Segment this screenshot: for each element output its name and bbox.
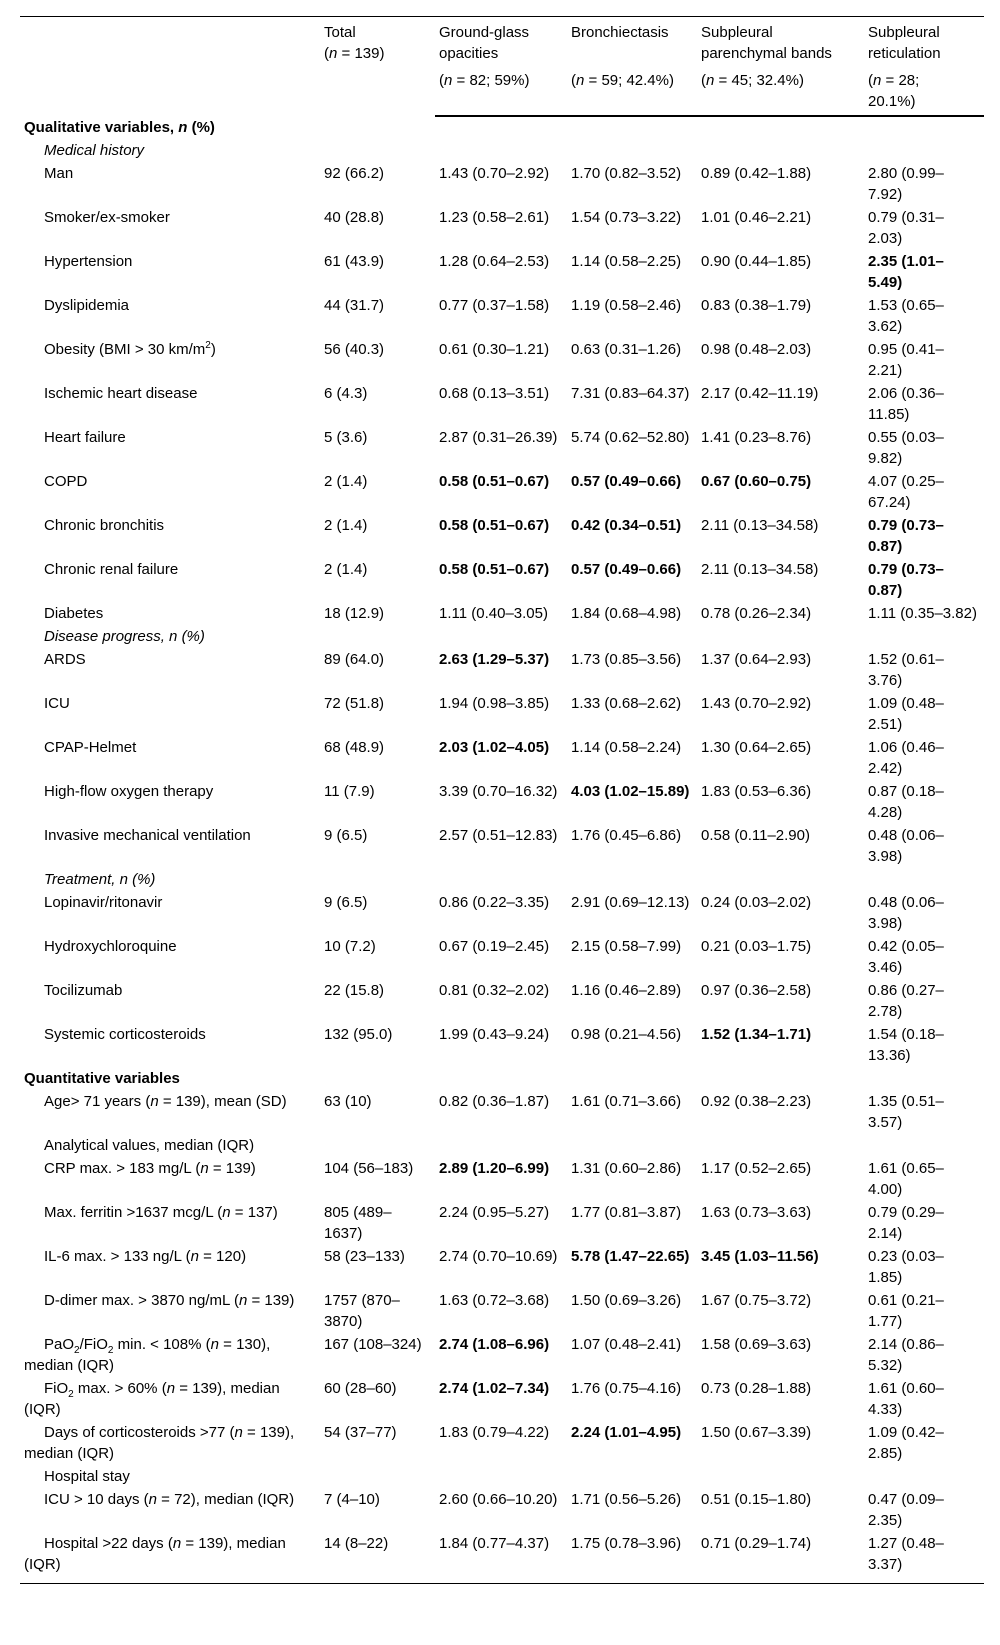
table-row: Days of corticosteroids >77 (n = 139), median (IQR) 54 (37–77) 1.83 (0.79–4.22) 2.24 (1.01–4.95) 1.50 (0.67–3.39) 1.09 (0.42–2.85) <box>24 1424 944 1462</box>
subsection-disease-progress: Disease progress, n (%) <box>44 628 205 645</box>
table-row: CRP max. > 183 mg/L (n = 139) 104 (56–183) 2.89 (1.20–6.99) 1.31 (0.60–2.86) 1.17 (0.52–2.65) 1.61 (0.65–4.00) <box>44 1160 944 1198</box>
header-n-bronchiectasis: (n = 59; 42.4%) <box>567 70 697 116</box>
table-row: ICU > 10 days (n = 72), median (IQR) 7 (4–10) 2.60 (0.66–10.20) 1.71 (0.56–5.26) 0.51 (0.15–1.80) 0.47 (0.09–2.35) <box>44 1491 944 1529</box>
table-row: ARDS 89 (64.0) 2.63 (1.29–5.37) 1.73 (0.85–3.56) 1.37 (0.64–2.93) 1.52 (0.61–3.76) <box>44 651 944 689</box>
table-row: Man 92 (66.2) 1.43 (0.70–2.92) 1.70 (0.82–3.52) 0.89 (0.42–1.88) 2.80 (0.99–7.92) <box>44 165 944 203</box>
results-table-container <box>20 16 984 1584</box>
table-row: Lopinavir/ritonavir 9 (6.5) 0.86 (0.22–3.35) 2.91 (0.69–12.13) 0.24 (0.03–2.02) 0.48 (0.06–3.98) <box>44 894 944 932</box>
table-row: IL-6 max. > 133 ng/L (n = 120) 58 (23–133) 2.74 (0.70–10.69) 5.78 (1.47–22.65) 3.45 (1.03–11.56) 0.23 (0.03–1.85) <box>44 1248 944 1286</box>
table-row: Obesity (BMI > 30 $km/m^2$) 56 (40.3) 0.61 (0.30–1.21) 0.63 (0.31–1.26) 0.98 (0.48–2.03) 0.95 (0.41–2.21) <box>20 339 984 383</box>
header-ground-glass: Ground-glass opacities <box>435 17 567 71</box>
odds-ratio-table <box>20 16 984 1584</box>
hospital-stay-label: Hospital stay <box>44 1468 130 1485</box>
section-qualitative: Qualitative variables, n (%) <box>24 119 215 136</box>
header-subpleural-bands: Subpleural parenchymal bands <box>697 17 864 71</box>
table-row: D-dimer max. > 3870 ng/mL (n = 139) 1757 (870–3870) 1.63 (0.72–3.68) 1.50 (0.69–3.26) 1.67 (0.75–3.72) 0.61 (0.21–1.77) <box>44 1292 944 1330</box>
table-row: Age> 71 years (n = 139), mean (SD) 63 (10) 0.82 (0.36–1.87) 1.61 (0.71–3.66) 0.92 (0.38–2.23) 1.35 (0.51–3.57) <box>44 1093 944 1131</box>
table-row: FiO$_2$ max. > 60% (n = 139), median (IQR) 60 (28–60) 2.74 (1.02–7.34) 1.76 (0.75–4.16) 0.73 (0.28–1.88) 1.61 (0.60–4.33) <box>24 1380 944 1418</box>
table-row: Ischemic heart disease 6 (4.3) 0.68 (0.13–3.51) 7.31 (0.83–64.37) 2.17 (0.42–11.19) 2.06 (0.36–11.85) <box>44 385 944 423</box>
header-n-subpleural-bands: (n = 45; 32.4%) <box>697 70 864 116</box>
table-row: Tocilizumab 22 (15.8) 0.81 (0.32–2.02) 1.16 (0.46–2.89) 0.97 (0.36–2.58) 0.86 (0.27–2.78) <box>44 982 944 1020</box>
table-row: ICU 72 (51.8) 1.94 (0.98–3.85) 1.33 (0.68–2.62) 1.43 (0.70–2.92) 1.09 (0.48–2.51) <box>44 695 944 733</box>
table-row: Systemic corticosteroids 132 (95.0) 1.99 (0.43–9.24) 0.98 (0.21–4.56) 1.52 (1.34–1.71) 1.54 (0.18–13.36) <box>44 1026 944 1064</box>
table-row: COPD 2 (1.4) 0.58 (0.51–0.67) 0.57 (0.49–0.66) 0.67 (0.60–0.75) 4.07 (0.25–67.24) <box>44 473 944 511</box>
table-row: Invasive mechanical ventilation 9 (6.5) 2.57 (0.51–12.83) 1.76 (0.45–6.86) 0.58 (0.11–2.90) 0.48 (0.06–3.98) <box>44 827 944 865</box>
subsection-treatment: Treatment, n (%) <box>44 871 156 888</box>
table-row: Hydroxychloroquine 10 (7.2) 0.67 (0.19–2.45) 2.15 (0.58–7.99) 0.21 (0.03–1.75) 0.42 (0.05–3.46) <box>44 938 944 976</box>
table-header-row <box>20 17 984 71</box>
table-row: PaO$_2$/FiO$_2$ min. < 108% (n = 130), median (IQR) 167 (108–324) 2.74 (1.08–6.96) 1.07 (0.48–2.41) 1.58 (0.69–3.63) 2.14 (0.86–5.32) <box>24 1336 944 1374</box>
table-row: Chronic bronchitis 2 (1.4) 0.58 (0.51–0.67) 0.42 (0.34–0.51) 2.11 (0.13–34.58) 0.79 (0.73–0.87) <box>44 517 944 555</box>
analytical-values-label: Analytical values, median (IQR) <box>44 1137 255 1154</box>
header-n-ground-glass: (n = 82; 59%) <box>435 70 567 116</box>
table-row: Hospital >22 days (n = 139), median (IQR) 14 (8–22) 1.84 (0.77–4.37) 1.75 (0.78–3.96) 0.71 (0.29–1.74) 1.27 (0.48–3.37) <box>20 1533 984 1584</box>
table-header-n-row <box>20 70 984 116</box>
obesity-label: Obesity (BMI > 30 $km/m^2$) <box>44 340 216 358</box>
subsection-medical-history: Medical history <box>44 142 145 159</box>
table-row: Diabetes 18 (12.9) 1.11 (0.40–3.05) 1.84 (0.68–4.98) 0.78 (0.26–2.34) 1.11 (0.35–3.82) <box>44 605 977 622</box>
header-total: Total (n = 139) <box>320 17 435 71</box>
table-row: Smoker/ex-smoker 40 (28.8) 1.23 (0.58–2.61) 1.54 (0.73–3.22) 1.01 (0.46–2.21) 0.79 (0.31–2.03) <box>44 209 944 247</box>
header-subpleural-reticulation: Subpleural reticulation <box>864 17 984 71</box>
table-row: Heart failure 5 (3.6) 2.87 (0.31–26.39) 5.74 (0.62–52.80) 1.41 (0.23–8.76) 0.55 (0.03–9.82) <box>44 429 944 467</box>
table-row: Dyslipidemia 44 (31.7) 0.77 (0.37–1.58) 1.19 (0.58–2.46) 0.83 (0.38–1.79) 1.53 (0.65–3.62) <box>44 297 944 335</box>
header-empty <box>20 17 320 71</box>
header-n-subpleural-reticulation: (n = 28; 20.1%) <box>864 70 984 116</box>
table-row: High-flow oxygen therapy 11 (7.9) 3.39 (0.70–16.32) 4.03 (1.02–15.89) 1.83 (0.53–6.36) 0.87 (0.18–4.28) <box>44 783 944 821</box>
section-quantitative: Quantitative variables <box>24 1070 180 1087</box>
table-row <box>20 1135 984 1158</box>
table-row: CPAP-Helmet 68 (48.9) 2.03 (1.02–4.05) 1.14 (0.58–2.24) 1.30 (0.64–2.65) 1.06 (0.46–2.42) <box>44 739 944 777</box>
header-bronchiectasis: Bronchiectasis <box>567 17 697 71</box>
table-row: Chronic renal failure 2 (1.4) 0.58 (0.51–0.67) 0.57 (0.49–0.66) 2.11 (0.13–34.58) 0.79 (0.73–0.87) <box>44 561 944 599</box>
table-row <box>20 1466 984 1489</box>
table-row: Hypertension 61 (43.9) 1.28 (0.64–2.53) 1.14 (0.58–2.25) 0.90 (0.44–1.85) 2.35 (1.01–5.49) <box>44 253 944 291</box>
table-row: Max. ferritin >1637 mcg/L (n = 137) 805 (489–1637) 2.24 (0.95–5.27) 1.77 (0.81–3.87) 1.63 (0.73–3.63) 0.79 (0.29–2.14) <box>44 1204 944 1242</box>
